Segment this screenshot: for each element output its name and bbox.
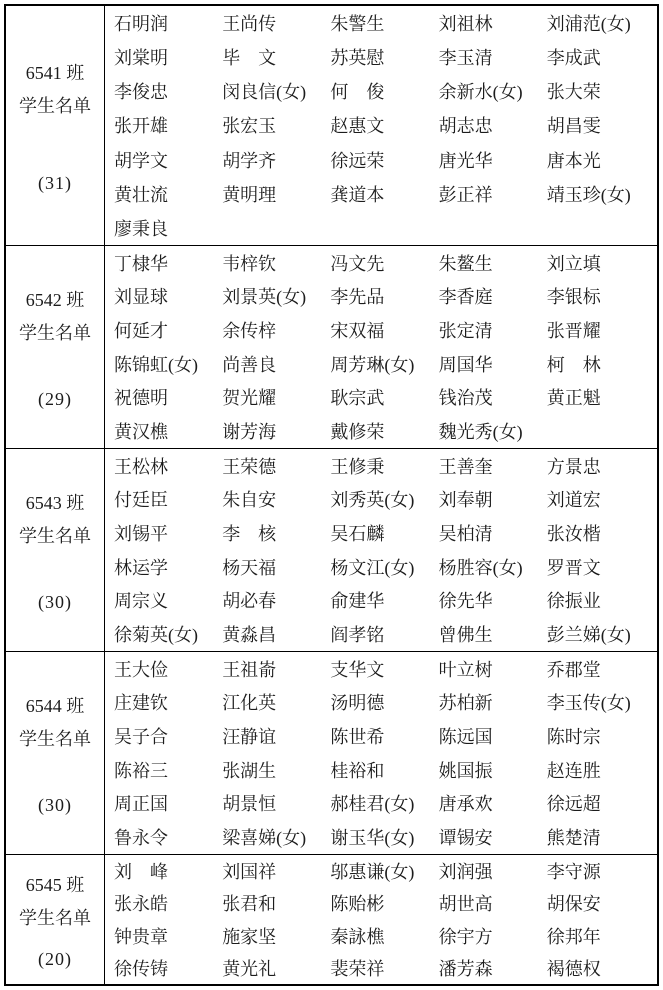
- student-name: 熊楚清: [546, 828, 601, 849]
- student-name: 黄明理: [222, 184, 277, 205]
- student-name: 陈时宗: [546, 727, 601, 748]
- student-name: 刘立填: [546, 253, 601, 274]
- student-name: 黄正魁: [546, 388, 601, 409]
- class-student-count: (29): [38, 388, 72, 409]
- class-label-cell: [6, 246, 105, 448]
- student-name: 尚善良: [222, 354, 277, 375]
- class-section: [6, 245, 657, 448]
- student-name: 刘景英(女): [222, 287, 307, 308]
- student-names-grid: [105, 246, 657, 448]
- student-name: 谭锡安: [438, 828, 493, 849]
- student-name: 裴荣祥: [330, 958, 385, 979]
- student-name: 陈贻彬: [330, 894, 385, 915]
- student-name: 宋双福: [330, 321, 385, 342]
- student-name: 冯文先: [330, 253, 385, 274]
- class-id: 6543 班: [25, 493, 85, 514]
- student-name: 唐光华: [438, 150, 493, 171]
- student-name: 胡学齐: [222, 150, 277, 171]
- student-name: 张湖生: [222, 760, 277, 781]
- student-name: 李玉传(女): [546, 693, 631, 714]
- student-name: 刘显球: [114, 287, 168, 308]
- student-name: 刘奉朝: [438, 490, 493, 511]
- student-name: 朱警生: [330, 14, 385, 35]
- student-name: 李先品: [330, 287, 385, 308]
- student-name: 徐菊英(女): [114, 625, 198, 646]
- student-name: 徐振业: [546, 591, 601, 612]
- student-name: 林运学: [114, 557, 168, 578]
- student-name: 钟贵章: [114, 926, 168, 947]
- student-name: 廖秉良: [114, 218, 168, 239]
- student-name: 毕 文: [222, 48, 277, 69]
- student-name: 祝德明: [114, 388, 168, 409]
- student-name: 张定清: [438, 321, 493, 342]
- student-name: 刘润强: [438, 862, 493, 883]
- student-name: 唐承欢: [438, 794, 493, 815]
- student-name: 刘秀英(女): [330, 490, 415, 511]
- student-name: 戴修荣: [330, 422, 385, 443]
- student-name: 丁棣华: [114, 253, 168, 274]
- class-roster-title: 学生名单: [19, 729, 91, 750]
- student-name: 徐宇方: [438, 926, 493, 947]
- student-name: 苏柏新: [438, 693, 493, 714]
- student-name: 王荣德: [222, 456, 277, 477]
- student-name: 刘浦范(女): [546, 14, 631, 35]
- student-name: 张开雄: [114, 116, 168, 137]
- student-name: 龚道本: [330, 184, 385, 205]
- class-section: [6, 448, 657, 651]
- student-name: 黄壮流: [114, 184, 168, 205]
- student-name: 桂裕和: [330, 760, 385, 781]
- class-header: [19, 869, 91, 935]
- student-name: 闵良信(女): [222, 82, 307, 103]
- class-roster-title: 学生名单: [19, 95, 91, 116]
- student-name: 周国华: [438, 354, 493, 375]
- student-roster-table: [4, 4, 659, 986]
- student-name: 吴子合: [114, 727, 168, 748]
- student-name: 苏英慰: [330, 48, 385, 69]
- student-name: 邬惠谦(女): [330, 862, 415, 883]
- student-name: 叶立树: [438, 659, 493, 680]
- class-header: [19, 690, 91, 756]
- student-name: 杨胜容(女): [438, 557, 523, 578]
- student-name: 罗晋文: [546, 557, 601, 578]
- student-name: 李成武: [546, 48, 601, 69]
- student-name: 朱自安: [222, 490, 277, 511]
- student-name: 刘锡平: [114, 524, 168, 545]
- student-name: 周正国: [114, 794, 168, 815]
- student-name: 秦詠樵: [330, 926, 385, 947]
- student-name: 胡世高: [438, 894, 493, 915]
- student-name: 阎孝铭: [330, 625, 385, 646]
- student-name: 刘国祥: [222, 862, 277, 883]
- student-name: 付廷臣: [114, 490, 168, 511]
- student-name: 唐本光: [546, 150, 601, 171]
- class-student-count: (30): [38, 591, 72, 612]
- student-name: 彭兰娣(女): [546, 625, 631, 646]
- student-name: 黄淼昌: [222, 625, 277, 646]
- student-name: 胡志忠: [438, 116, 493, 137]
- class-roster-title: 学生名单: [19, 323, 91, 344]
- student-name: 李守源: [546, 862, 601, 883]
- student-name: 王修秉: [330, 456, 385, 477]
- student-name: 徐先华: [438, 591, 493, 612]
- student-name: 刘道宏: [546, 490, 601, 511]
- student-name: 胡昌雯: [546, 116, 601, 137]
- student-names-grid: [105, 6, 657, 245]
- class-label-cell: [6, 6, 105, 245]
- student-name: 乔郡堂: [546, 659, 601, 680]
- student-name: 李玉清: [438, 48, 493, 69]
- student-name: 谢芳海: [222, 422, 277, 443]
- class-id: 6544 班: [25, 696, 85, 717]
- student-name: 刘祖林: [438, 14, 493, 35]
- student-name: 张汝楷: [546, 524, 601, 545]
- student-name: 陈锦虹(女): [114, 354, 198, 375]
- student-name: 王松林: [114, 456, 168, 477]
- student-name: 褐德权: [546, 958, 601, 979]
- student-name: 魏光秀(女): [438, 422, 523, 443]
- class-student-count: (31): [38, 173, 72, 194]
- student-name: 胡保安: [546, 894, 601, 915]
- student-name: 王祖嵛: [222, 659, 277, 680]
- student-name: 胡景恒: [222, 794, 277, 815]
- student-name: 鲁永令: [114, 828, 168, 849]
- class-student-count: (20): [38, 949, 72, 969]
- class-section: [6, 854, 657, 984]
- class-label-cell: [6, 652, 105, 854]
- student-name: 徐传铸: [114, 958, 168, 979]
- student-name: 何 俊: [330, 82, 385, 103]
- student-name: 施家坚: [222, 926, 277, 947]
- student-name: 胡学文: [114, 150, 168, 171]
- student-name: 朱鳌生: [438, 253, 493, 274]
- student-name: 韦梓钦: [222, 253, 277, 274]
- class-label-cell: [6, 855, 105, 984]
- student-names-grid: [105, 449, 657, 651]
- student-name: 王尚传: [222, 14, 277, 35]
- student-name: 柯 林: [546, 354, 601, 375]
- student-name: 黄汉樵: [114, 422, 168, 443]
- student-name: 王大俭: [114, 659, 168, 680]
- class-header: [19, 284, 91, 350]
- class-header: [19, 487, 91, 553]
- student-name: 陈远国: [438, 727, 493, 748]
- student-name: 余传梓: [222, 321, 277, 342]
- student-name: 支华文: [330, 659, 385, 680]
- student-name: 张君和: [222, 894, 277, 915]
- student-name: 梁喜娣(女): [222, 828, 307, 849]
- student-name: 杨天福: [222, 557, 277, 578]
- student-name: 吴柏清: [438, 524, 493, 545]
- student-name: 杨文江(女): [330, 557, 415, 578]
- student-name: 李俊忠: [114, 82, 168, 103]
- student-name: 张宏玉: [222, 116, 277, 137]
- student-name: 王善奎: [438, 456, 493, 477]
- student-name: 谢玉华(女): [330, 828, 415, 849]
- class-student-count: (30): [38, 794, 72, 815]
- student-name: 徐邦年: [546, 926, 601, 947]
- student-name: 周宗义: [114, 591, 168, 612]
- student-name: 曾佛生: [438, 625, 493, 646]
- student-name: 李 核: [222, 524, 277, 545]
- student-name: 俞建华: [330, 591, 385, 612]
- student-names-grid: [105, 855, 657, 984]
- student-name: 耿宗武: [330, 388, 385, 409]
- class-id: 6541 班: [25, 62, 85, 83]
- student-name: 赵连胜: [546, 760, 601, 781]
- student-name: 汤明德: [330, 693, 385, 714]
- student-name: 靖玉珍(女): [546, 184, 631, 205]
- student-name: 彭正祥: [438, 184, 493, 205]
- student-name: 李银标: [546, 287, 601, 308]
- student-name: 庄建钦: [114, 693, 168, 714]
- student-name: 张永皓: [114, 894, 168, 915]
- student-name: 黄光礼: [222, 958, 277, 979]
- student-name: 潘芳森: [438, 958, 493, 979]
- student-name: 胡必春: [222, 591, 277, 612]
- student-name: 张大荣: [546, 82, 601, 103]
- student-names-grid: [105, 652, 657, 854]
- class-roster-title: 学生名单: [19, 908, 91, 928]
- student-name: 汪静谊: [222, 727, 277, 748]
- student-name: 陈世希: [330, 727, 385, 748]
- student-name: 钱治茂: [438, 388, 493, 409]
- student-name: 赵惠文: [330, 116, 385, 137]
- student-name: 石明润: [114, 14, 168, 35]
- student-name: 刘棠明: [114, 48, 168, 69]
- class-section: [6, 6, 657, 245]
- student-name: 吴石麟: [330, 524, 385, 545]
- student-name: 刘 峰: [114, 862, 168, 883]
- student-name: 徐远荣: [330, 150, 385, 171]
- class-header: [19, 57, 91, 123]
- student-name: 周芳琳(女): [330, 354, 415, 375]
- student-name: 贺光耀: [222, 388, 277, 409]
- student-name: 陈裕三: [114, 760, 168, 781]
- student-name: 姚国振: [438, 760, 493, 781]
- student-name: 何延才: [114, 321, 168, 342]
- student-name: 徐远超: [546, 794, 601, 815]
- class-label-cell: [6, 449, 105, 651]
- class-section: [6, 651, 657, 854]
- class-id: 6542 班: [25, 290, 85, 311]
- student-name: 余新水(女): [438, 82, 523, 103]
- student-name: 张晋耀: [546, 321, 601, 342]
- class-roster-title: 学生名单: [19, 526, 91, 547]
- student-name: 郝桂君(女): [330, 794, 415, 815]
- class-id: 6545 班: [25, 875, 85, 895]
- student-name: 方景忠: [546, 456, 601, 477]
- student-name: 李香庭: [438, 287, 493, 308]
- student-name: 江化英: [222, 693, 277, 714]
